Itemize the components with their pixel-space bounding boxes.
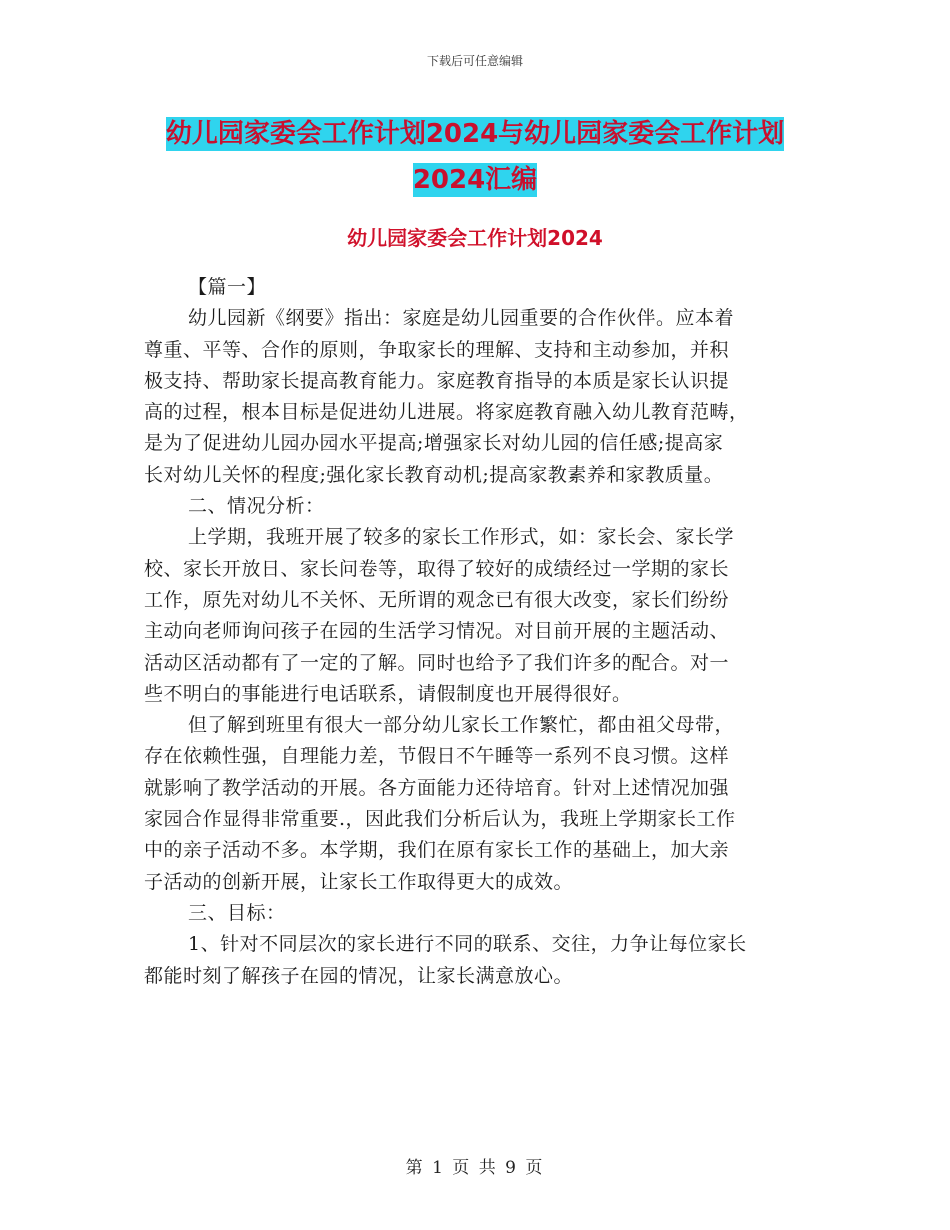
text-line: 极支持、帮助家长提高教育能力。家庭教育指导的本质是家长认识提: [144, 369, 730, 392]
text-line: 但了解到班里有很大一部分幼儿家长工作繁忙，都由祖父母带，: [188, 714, 735, 737]
text-line: 工作，原先对幼儿不关怀、无所谓的观念已有很大改变，家长们纷纷: [144, 588, 730, 611]
text-line: 高的过程，根本目标是促进幼儿进展。将家庭教育融入幼儿教育范畴，: [144, 401, 749, 424]
text-line: 活动区活动都有了一定的了解。同时也给予了我们许多的配合。对一: [144, 651, 730, 674]
text-line: 1、针对不同层次的家长进行不同的联系、交往，力争让每位家长: [188, 933, 747, 956]
text-line: 幼儿园新《纲要》指出：家庭是幼儿园重要的合作伙伴。应本着: [188, 307, 735, 330]
document-title: [0, 111, 950, 203]
text-line: 子活动的创新开展，让家长工作取得更大的成效。: [144, 870, 574, 893]
body-text: [144, 272, 806, 992]
text-line: 尊重、平等、合作的原则，争取家长的理解、支持和主动参加，并积: [144, 338, 730, 361]
document-title-line-1: 幼儿园家委会工作计划2024与幼儿园家委会工作计划: [165, 119, 785, 149]
text-line: 是为了促进幼儿园办园水平提高;增强家长对幼儿园的信任感;提高家: [144, 432, 724, 455]
paragraph-label: 【篇一】: [188, 276, 267, 298]
text-line: 长对幼儿关怀的程度;强化家长教育动机;提高家教素养和家教质量。: [144, 463, 724, 486]
text-line: 主动向老师询问孩子在园的生活学习情况。对目前开展的主题活动、: [144, 620, 730, 643]
page-header: 下载后可任意编辑: [426, 54, 523, 68]
text-line: 就影响了教学活动的开展。各方面能力还待培育。针对上述情况加强: [144, 776, 730, 799]
text-line: 校、家长开放日、家长问卷等，取得了较好的成绩经过一学期的家长: [144, 557, 730, 580]
page-footer: 第 1 页 共 9 页: [405, 1158, 545, 1178]
text-line: 都能时刻了解孩子在园的情况，让家长满意放心。: [144, 964, 574, 987]
text-line: 上学期，我班开展了较多的家长工作形式，如：家长会、家长学: [188, 526, 735, 549]
text-line: 中的亲子活动不多。本学期，我们在原有家长工作的基础上，加大亲: [144, 839, 730, 862]
document-title-line-2: 2024汇编: [412, 165, 538, 195]
text-line: 些不明白的事能进行电话联系，请假制度也开展得很好。: [144, 682, 632, 705]
subheading: 三、目标：: [188, 901, 286, 924]
section-title: 幼儿园家委会工作计划2024: [347, 226, 603, 250]
text-line: 存在依赖性强，自理能力差，节假日不午睡等一系列不良习惯。这样: [144, 745, 730, 768]
subheading: 二、情况分析：: [188, 495, 325, 518]
text-line: 家园合作显得非常重要.，因此我们分析后认为，我班上学期家长工作: [144, 808, 736, 831]
